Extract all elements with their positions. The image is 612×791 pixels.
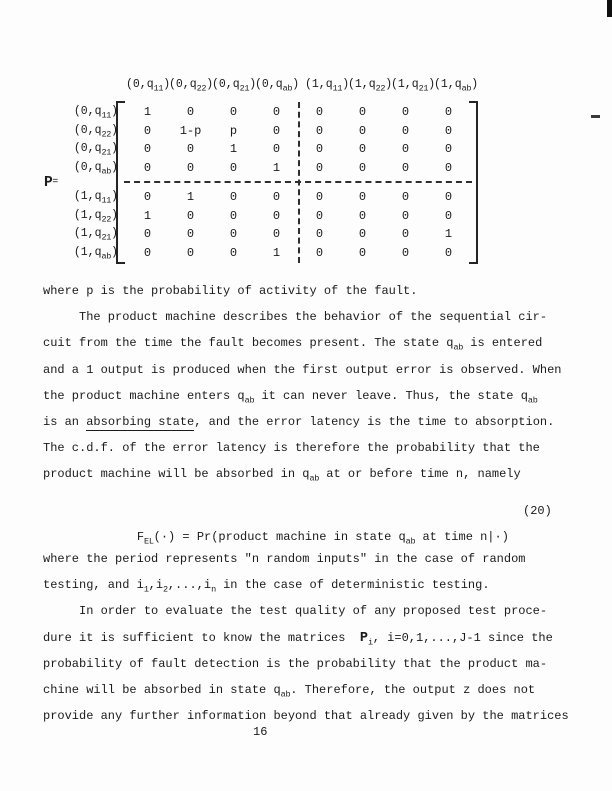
text-line: provide any further information beyond that already given by the matrices <box>43 709 569 724</box>
matrix-cell: 0 <box>444 123 453 138</box>
matrix-cell: 0 <box>186 142 195 157</box>
text-line: product machine will be absorbed in $q_{ab}$ at or before time n, namely <box>43 467 521 484</box>
page-number: 16 <box>253 725 268 739</box>
matrix-symbol-P: P <box>44 175 53 191</box>
matrix-row-label: $(0,q_{21})$ <box>73 142 118 158</box>
text-line: where the period represents "n random inputs" in the case of random <box>43 552 526 566</box>
text-line: where p is the probability of activity of the fault. <box>43 284 418 298</box>
matrix-row-label: $(1,q_{21})$ <box>73 227 118 243</box>
matrix-cell: 1 <box>272 245 281 260</box>
text-line: and a 1 output is produced when the first output error is observed. When <box>43 362 562 377</box>
equation-body: $F_{EL}(\cdot)$ = Pr(product machine in state $q_{ab}$ at time n|·) <box>136 530 509 547</box>
matrix-row-label: $(0,q_{11})$ <box>73 105 118 121</box>
matrix-col-header: $(0,q_{ab})$ <box>255 78 300 94</box>
matrix-cell: 0 <box>358 208 367 223</box>
matrix-cell: p <box>229 123 238 138</box>
matrix-cell: 0 <box>143 160 152 175</box>
equals-sign: = <box>52 177 59 188</box>
matrix-cell: 0 <box>272 105 281 120</box>
paragraph-block-1 <box>43 278 579 488</box>
matrix-cell: 0 <box>444 245 453 260</box>
text-line: the product machine enters $q_{ab}$ it can never leave. Thus, the state $q_{ab}$ <box>43 388 538 406</box>
matrix-cell: 1 <box>143 105 152 120</box>
matrix-row-label: $(0,q_{ab})$ <box>73 160 118 176</box>
matrix-cell: 0 <box>143 123 152 138</box>
matrix-cell: 1 <box>444 227 453 242</box>
matrix-cell: 0 <box>186 105 195 120</box>
matrix-cell: 0 <box>272 123 281 138</box>
matrix-cell: 0 <box>315 123 324 138</box>
matrix-row-label: $(1,q_{22})$ <box>73 208 118 224</box>
matrix-row-label: $(1,q_{ab})$ <box>73 245 118 261</box>
matrix-cell: 0 <box>272 227 281 242</box>
matrix-col-header: $(0,q_{21})$ <box>212 78 257 94</box>
matrix-cell: 1 <box>229 142 238 157</box>
matrix-cell: 0 <box>229 105 238 120</box>
matrix-cell: 0 <box>272 142 281 157</box>
matrix-col-header: $(0,q_{22})$ <box>169 78 214 94</box>
text-line: In order to evaluate the test quality of any proposed test proce- <box>43 604 548 619</box>
matrix-cell: 0 <box>401 142 410 157</box>
text-line: testing, and $i_1,i_2,...,i_n$ in the case of deterministic testing. <box>43 578 490 595</box>
matrix-cell: 0 <box>272 190 281 205</box>
text-line: The product machine describes the behavior of the sequential cir- <box>43 310 548 325</box>
matrix-cell: 0 <box>401 123 410 138</box>
matrix-row-labels <box>60 103 118 262</box>
matrix-cell: 0 <box>444 160 453 175</box>
matrix-row-label: $(0,q_{22})$ <box>73 123 118 139</box>
equation-number: (20) <box>523 504 552 518</box>
matrix-cell: 0 <box>143 190 152 205</box>
matrix-cell: 0 <box>358 123 367 138</box>
matrix-cell: 0 <box>358 227 367 242</box>
matrix-cell: 0 <box>143 227 152 242</box>
matrix-cell: 0 <box>401 190 410 205</box>
matrix-cell: 0 <box>315 160 324 175</box>
matrix-cell: 0 <box>358 105 367 120</box>
matrix-cell: 0 <box>229 245 238 260</box>
matrix-cell: 0 <box>401 208 410 223</box>
matrix-cell: 0 <box>186 227 195 242</box>
matrix-col-header: $(1,q_{ab})$ <box>434 78 479 94</box>
matrix-cell: 0 <box>143 245 152 260</box>
text-line: The c.d.f. of the error latency is therefore the probability that the <box>43 441 540 456</box>
scan-edge-mark <box>591 115 600 118</box>
row-label-spacer <box>60 177 118 188</box>
matrix-cell: 0 <box>401 160 410 175</box>
matrix-col-header: $(1,q_{22})$ <box>348 78 393 94</box>
paragraph-block-2 <box>43 546 579 729</box>
matrix-cell: 0 <box>444 208 453 223</box>
matrix-cell: 0 <box>444 190 453 205</box>
text-line: dure it is sufficient to know the matrices $P_i$, i=0,1,...,J-1 since the <box>43 630 553 648</box>
matrix-cell: 0 <box>401 105 410 120</box>
equation-20 <box>43 498 573 547</box>
matrix-col-header: $(0,q_{11})$ <box>126 78 171 94</box>
matrix-cell: 0 <box>358 142 367 157</box>
matrix-cell: 0 <box>444 105 453 120</box>
matrix-cell: 0 <box>358 160 367 175</box>
scan-corner-mark <box>607 0 612 17</box>
matrix-row-label: $(1,q_{11})$ <box>73 190 118 206</box>
matrix-cell: 0 <box>358 190 367 205</box>
matrix-cell: 1 <box>272 160 281 175</box>
matrix-cell: 0 <box>315 227 324 242</box>
matrix-cell: 0 <box>315 245 324 260</box>
matrix-cell: 0 <box>143 142 152 157</box>
text-line: is an absorbing state, and the error latency is the time to absorption. <box>43 414 555 429</box>
matrix-cell: 0 <box>444 142 453 157</box>
matrix-cell: 0 <box>186 245 195 260</box>
matrix-cell: 0 <box>315 208 324 223</box>
matrix-cell: 0 <box>315 105 324 120</box>
matrix-cell: 1-p <box>179 123 202 138</box>
matrix-cell: 0 <box>315 190 324 205</box>
matrix-cell: 0 <box>229 160 238 175</box>
product-machine-transition-matrix <box>44 78 500 264</box>
matrix-name-label <box>44 175 58 191</box>
text-line: probability of fault detection is the probability that the product ma- <box>43 656 548 671</box>
matrix-col-header: $(1,q_{21})$ <box>391 78 436 94</box>
matrix-col-header: $(1,q_{11})$ <box>305 78 350 94</box>
matrix-body <box>126 101 470 264</box>
text-line: chine will be absorbed in state $q_{ab}$. Therefore, the output z does not <box>43 682 536 700</box>
matrix-cell: 0 <box>315 142 324 157</box>
matrix-cell: 0 <box>186 208 195 223</box>
matrix-cell: 0 <box>229 227 238 242</box>
matrix-cell: 0 <box>272 208 281 223</box>
matrix-column-headers <box>126 78 500 98</box>
matrix-cell: 1 <box>186 190 195 205</box>
matrix-cell: 1 <box>143 208 152 223</box>
text-line: cuit from the time the fault becomes present. The state $q_{ab}$ is entered <box>43 336 543 353</box>
matrix-cell: 0 <box>401 245 410 260</box>
matrix-cell: 0 <box>358 245 367 260</box>
matrix-cell: 0 <box>229 190 238 205</box>
matrix-cell: 0 <box>401 227 410 242</box>
matrix-cell: 0 <box>229 208 238 223</box>
quadrant-divider-horizontal <box>126 177 470 188</box>
matrix-cell: 0 <box>186 160 195 175</box>
